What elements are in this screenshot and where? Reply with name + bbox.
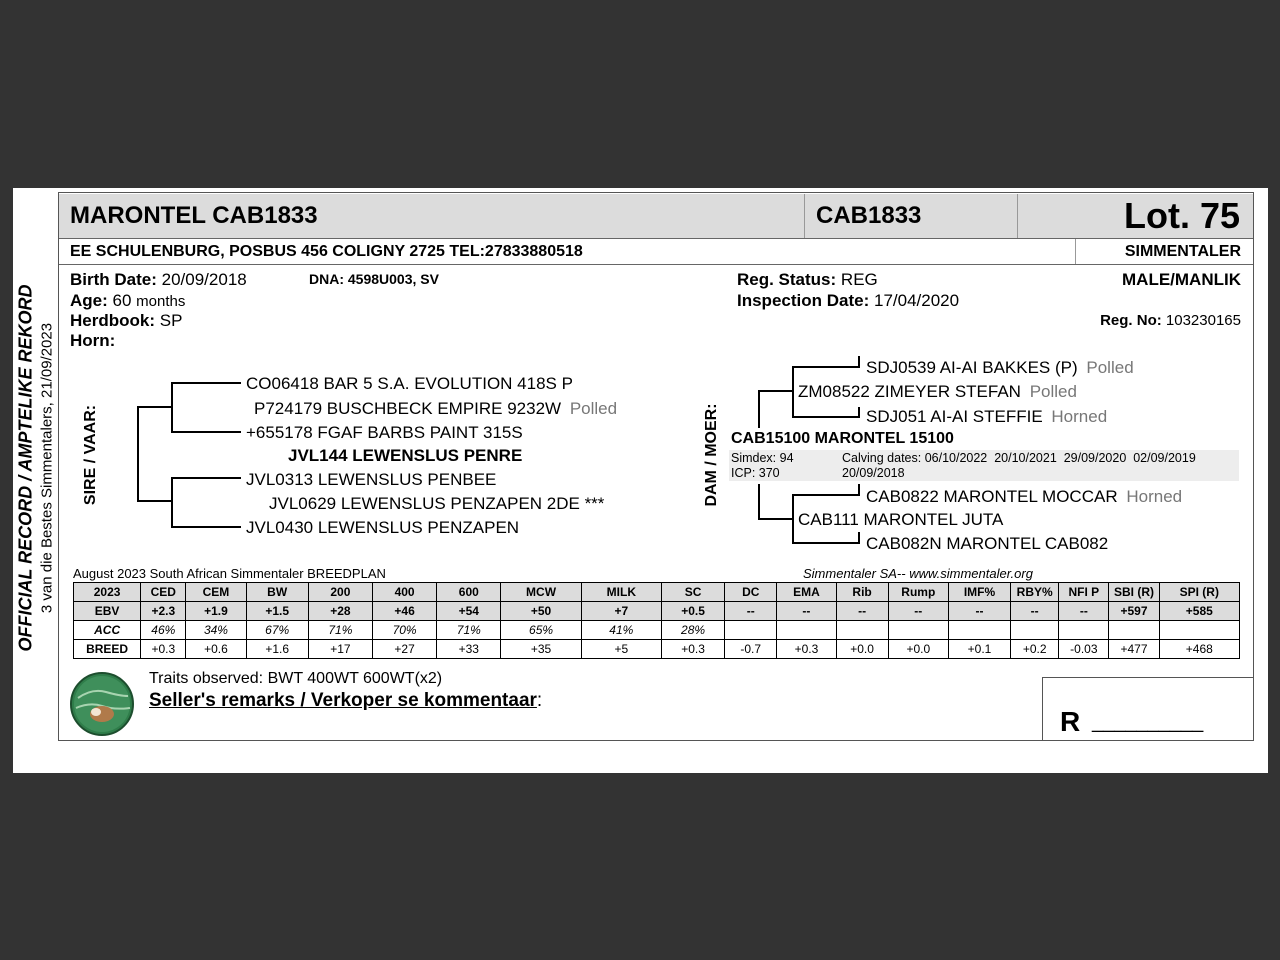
pedigree-line — [758, 390, 793, 392]
dna-label: DNA: — [309, 271, 344, 287]
ebv-cell — [777, 621, 836, 640]
ebv-cell: +1.5 — [246, 602, 308, 621]
dam-sire — [798, 382, 1077, 402]
sex-label: MALE/MANLIK — [1122, 270, 1241, 289]
ebv-cell: +0.0 — [888, 640, 948, 659]
dam-sire-sire-name: SDJ0539 AI-AI BAKKES (P) — [866, 358, 1078, 377]
horn-label: Horn: — [70, 331, 116, 350]
icp: ICP: 370 — [731, 466, 780, 480]
price-label: R — [1060, 706, 1081, 737]
ebv-cell: -- — [948, 602, 1010, 621]
ebv-cell — [888, 621, 948, 640]
pedigree-line — [858, 532, 860, 543]
reg-status-value: REG — [840, 270, 878, 289]
sale-subtitle: 3 van die Bestes Simmentalers, 21/09/2023 — [38, 322, 56, 614]
ebv-cell: +0.6 — [186, 640, 246, 659]
pedigree-line — [792, 494, 860, 496]
ebv-header-cell: IMF% — [948, 583, 1010, 602]
reg-status — [737, 270, 878, 290]
sire-side-label: SIRE / VAAR: — [82, 404, 99, 506]
ebv-cell: +2.3 — [141, 602, 186, 621]
pedigree-line — [858, 484, 860, 495]
breedplan-caption: August 2023 South African Simmentaler BREEDPLAN — [73, 566, 386, 581]
herdbook — [70, 311, 182, 331]
pedigree-line — [171, 477, 173, 526]
pedigree-line — [792, 366, 794, 416]
ebv-cell — [1059, 621, 1109, 640]
dam-sire-sire-horn: Polled — [1086, 358, 1134, 377]
ebv-cell: -- — [836, 602, 888, 621]
herdbook-label: Herdbook: — [70, 311, 155, 330]
reg-no-value: 103230165 — [1165, 312, 1241, 329]
title-divider — [1017, 194, 1018, 238]
pedigree-line — [858, 407, 860, 417]
ebv-row-acc — [74, 621, 1240, 640]
birth-date-label: Birth Date: — [70, 270, 157, 289]
sire-dam-parent: JVL0629 LEWENSLUS PENZAPEN 2DE *** — [269, 494, 605, 513]
remarks-colon: : — [536, 690, 543, 711]
owner-divider — [1075, 239, 1076, 264]
age-label: Age: — [70, 291, 108, 310]
ebv-cell — [725, 621, 777, 640]
ebv-cell: +0.5 — [661, 602, 724, 621]
ebv-cell: +33 — [437, 640, 501, 659]
ebv-cell: 46% — [141, 621, 186, 640]
animal-name: MARONTEL CAB1833 — [70, 202, 318, 229]
ebv-header-cell: 400 — [372, 583, 436, 602]
pedigree-line — [171, 526, 241, 528]
dam-sire-dam-name: SDJ051 AI-AI STEFFIE — [866, 407, 1043, 426]
calving-dates-label: Calving dates: — [842, 451, 922, 465]
ebv-cell: -- — [777, 602, 836, 621]
pedigree-line — [758, 518, 793, 520]
pedigree-line — [758, 484, 760, 519]
calving-dates-value: 06/10/2022 20/10/2021 29/09/2020 02/09/2019 — [924, 451, 1196, 465]
ebv-header-cell: Rib — [836, 583, 888, 602]
calving-dates — [842, 451, 1196, 465]
ebv-cell: 28% — [661, 621, 724, 640]
globe-cattle-icon — [72, 674, 132, 734]
sire-grandparent-name: P724179 BUSCHBECK EMPIRE 9232W — [254, 399, 562, 418]
ebv-cell — [836, 621, 888, 640]
ebv-cell: -- — [725, 602, 777, 621]
ebv-header-cell: SPI (R) — [1159, 583, 1239, 602]
breedplan-website: Simmentaler SA-- www.simmentaler.org — [803, 566, 1033, 581]
ebv-cell: 65% — [501, 621, 581, 640]
ebv-cell: 70% — [372, 621, 436, 640]
dna-value: 4598U003, SV — [347, 271, 439, 287]
ebv-cell: +17 — [308, 640, 372, 659]
ebv-cell: +477 — [1109, 640, 1159, 659]
dam-side-label: DAM / MOER: — [703, 403, 720, 507]
ebv-cell: 71% — [437, 621, 501, 640]
pedigree-line — [171, 382, 241, 384]
ebv-cell: +54 — [437, 602, 501, 621]
ebv-cell: -- — [1059, 602, 1109, 621]
herdbook-value: SP — [159, 311, 183, 330]
ebv-cell — [948, 621, 1010, 640]
ebv-cell: 34% — [186, 621, 246, 640]
ebv-row-label: ACC — [74, 621, 141, 640]
lot-number: Lot. 75 — [1123, 195, 1240, 236]
price-field[interactable]: __________ — [1092, 711, 1204, 733]
ebv-cell: +1.6 — [246, 640, 308, 659]
ebv-cell: +50 — [501, 602, 581, 621]
sire-name: JVL144 LEWENSLUS PENRE — [288, 446, 523, 465]
birth-date-value: 20/09/2018 — [161, 270, 247, 289]
pedigree-line — [171, 477, 241, 479]
reg-no-label: Reg. No: — [1100, 312, 1162, 329]
reg-no — [1100, 312, 1241, 329]
ebv-cell: +0.3 — [141, 640, 186, 659]
ebv-cell: +0.3 — [777, 640, 836, 659]
ebv-cell: 41% — [581, 621, 661, 640]
ebv-cell: 71% — [308, 621, 372, 640]
ebv-table — [73, 582, 1240, 659]
ebv-header-cell: CED — [141, 583, 186, 602]
ebv-cell: -0.7 — [725, 640, 777, 659]
dam-dam-sire-name: CAB0822 MARONTEL MOCCAR — [866, 487, 1118, 506]
animal-id: CAB1833 — [816, 202, 922, 229]
calving-dates-extra: 20/09/2018 — [842, 466, 905, 480]
inspection-date — [737, 291, 959, 311]
dam-dam-sire — [866, 487, 1182, 507]
pedigree-line — [792, 416, 860, 418]
ebv-cell: -- — [1011, 602, 1059, 621]
remarks-heading — [149, 690, 542, 712]
pedigree-line — [137, 406, 172, 408]
remarks-label: Seller's remarks / Verkoper se kommentaar — [149, 690, 537, 711]
dam-dam-sire-horn: Horned — [1126, 487, 1183, 506]
ebv-header-cell: DC — [725, 583, 777, 602]
ebv-row-breed — [74, 640, 1240, 659]
owner-info: EE SCHULENBURG, POSBUS 456 COLIGNY 2725 TEL:27833880518 — [70, 243, 583, 260]
age-value: 60 — [112, 291, 132, 310]
ebv-header-cell: EMA — [777, 583, 836, 602]
ebv-cell: +7 — [581, 602, 661, 621]
ebv-header-cell: BW — [246, 583, 308, 602]
age-unit: months — [136, 293, 186, 310]
ebv-header-cell: 200 — [308, 583, 372, 602]
ebv-cell — [1011, 621, 1059, 640]
dam-sire-sire — [866, 358, 1134, 378]
traits-observed: Traits observed: BWT 400WT 600WT(x2) — [149, 670, 443, 687]
inspection-date-label: Inspection Date: — [737, 291, 870, 310]
ebv-header-cell: SC — [661, 583, 724, 602]
pedigree-line — [758, 390, 760, 428]
ebv-cell: +5 — [581, 640, 661, 659]
ebv-header-cell: SBI (R) — [1109, 583, 1159, 602]
sire-sire: CO06418 BAR 5 S.A. EVOLUTION 418S P — [246, 374, 573, 393]
pedigree-line — [137, 500, 172, 502]
ebv-cell: +585 — [1159, 602, 1239, 621]
title-divider — [804, 194, 805, 238]
ebv-cell: +597 — [1109, 602, 1159, 621]
dam-sire-horn: Polled — [1029, 382, 1077, 401]
pedigree-line — [171, 382, 173, 431]
ebv-row-label: BREED — [74, 640, 141, 659]
dam-sire-dam-horn: Horned — [1051, 407, 1108, 426]
dam-dam-dam: CAB082N MARONTEL CAB082 — [866, 534, 1109, 553]
ebv-header-cell: 600 — [437, 583, 501, 602]
dam-dam: CAB111 MARONTEL JUTA — [798, 510, 1004, 529]
ebv-header-cell: 2023 — [74, 583, 141, 602]
sire-grandparent — [254, 399, 617, 419]
dam-name: CAB15100 MARONTEL 15100 — [731, 430, 954, 447]
ebv-cell — [1159, 621, 1239, 640]
ebv-cell: +35 — [501, 640, 581, 659]
inspection-date-value: 17/04/2020 — [873, 291, 960, 310]
pedigree-line — [792, 494, 794, 543]
ebv-header-cell: NFI P — [1059, 583, 1109, 602]
simmentaler-logo — [70, 672, 134, 736]
ebv-header-cell: Rump — [888, 583, 948, 602]
ebv-cell: +468 — [1159, 640, 1239, 659]
sire-dam-sire: JVL0313 LEWENSLUS PENBEE — [246, 470, 497, 489]
ebv-cell — [1109, 621, 1159, 640]
ebv-cell: -- — [888, 602, 948, 621]
ebv-cell: +0.2 — [1011, 640, 1059, 659]
ebv-cell: +46 — [372, 602, 436, 621]
ebv-cell: +0.0 — [836, 640, 888, 659]
ebv-row-ebv — [74, 602, 1240, 621]
pedigree-line — [171, 431, 241, 433]
pedigree-line — [792, 366, 860, 368]
pedigree-line — [137, 406, 139, 501]
age — [70, 291, 185, 311]
ebv-cell: +27 — [372, 640, 436, 659]
dna — [309, 271, 439, 287]
birth-date — [70, 270, 247, 290]
ebv-header-cell: CEM — [186, 583, 246, 602]
pedigree-line — [858, 356, 860, 367]
ebv-cell: +0.3 — [661, 640, 724, 659]
dam-sire-name: ZM08522 ZIMEYER STEFAN — [798, 382, 1021, 401]
ebv-cell: +28 — [308, 602, 372, 621]
sire-dam-dam: JVL0430 LEWENSLUS PENZAPEN — [246, 518, 520, 537]
official-record-label: OFFICIAL RECORD / AMPTELIKE REKORD — [15, 284, 36, 652]
ebv-row-label: EBV — [74, 602, 141, 621]
simdex: Simdex: 94 — [731, 451, 794, 465]
ebv-cell: 67% — [246, 621, 308, 640]
pedigree-line — [792, 542, 860, 544]
ebv-cell: -0.03 — [1059, 640, 1109, 659]
breed-label: SIMMENTALER — [1124, 243, 1241, 260]
ebv-header-cell: RBY% — [1011, 583, 1059, 602]
ebv-header-cell: MCW — [501, 583, 581, 602]
reg-status-label: Reg. Status: — [737, 270, 837, 289]
ebv-header-row — [74, 583, 1240, 602]
ebv-header-cell: MILK — [581, 583, 661, 602]
sire-grandparent-horn: Polled — [569, 399, 618, 418]
sire-dam: +655178 FGAF BARBS PAINT 315S — [246, 423, 523, 442]
ebv-cell: +0.1 — [948, 640, 1010, 659]
ebv-cell: +1.9 — [186, 602, 246, 621]
dam-sire-dam — [866, 407, 1107, 427]
